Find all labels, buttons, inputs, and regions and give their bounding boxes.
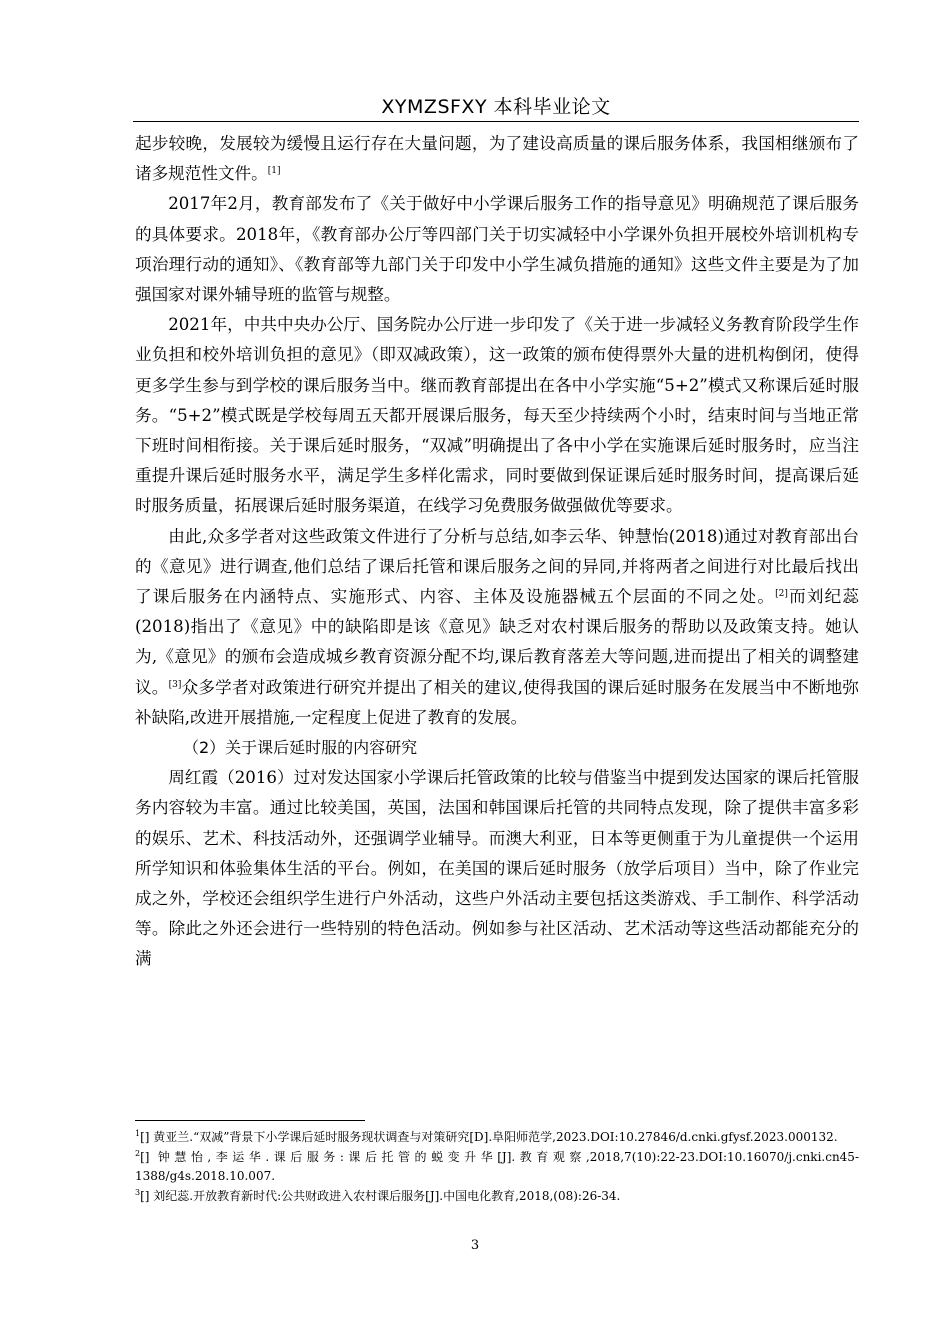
paragraph-5: 周红霞（2016）过对发达国家小学课后托管政策的比较与借鉴当中提到发达国家的课后托管服务内容较为丰富。通过比较美国，英国，法国和韩国课后托管的共同特点发现，除了提供丰富多彩的娱乐、艺术、科技活动外，还强调学业辅导。而澳大利亚，日本等更侧重于为儿童提供一个运用所学知识和体验集体生活的平台。例如，在美国的课后延时服务（放学后项目）当中，除了作业完成之外，学校还会组织学生进行户外活动，这些户外活动主要包括这类游戏、手工制作、科学活动等。除此之外还会进行一些特别的特色活动。例如参与社区活动、艺术活动等这些活动都能充分的满 — [135, 768, 859, 969]
paragraph-3: 2021年，中共中央办公厅、国务院办公厅进一步印发了《关于进一步减轻义务教育阶段学生作业负担和校外培训负担的意见》（即双减政策），这一政策的颁布使得票外大量的进机构倒闭，使得更多学生参与到学校的课后服务当中。继而教育部提出在各中小学实施“5+2”模式又称课后延时服务。“5+2”模式既是学校每周五天都开展课后服务，每天至少持续两个小时，结束时间与当地正常下班时间相衔接。关于课后延时服务，“双减”明确提出了各中小学在实施课后延时服务时，应当注重提升课后延时服务水平，满足学生多样化需求，同时要做到保证课后延时服务时间，提高课后延时服务质量，拓展课后延时服务渠道，在线学习免费服务做强做优等要求。 — [135, 315, 859, 516]
footnote-mark-3: 3 — [135, 1187, 141, 1197]
section-subheading: （2）关于课后延时服的内容研究 — [183, 738, 418, 758]
footnote-text-1: [] 黄亚兰.“双减”背景下小学课后延时服务现状调查与对策研究[D].阜阳师范学,2023.DOI:10.27846/d.cnki.gfysf.2023.000132. — [140, 1130, 838, 1144]
header-rule — [133, 121, 859, 122]
page-number: 3 — [470, 1238, 480, 1253]
paragraph-1-text: 起步较晚，发展较为缓慢且运行存在大量问题，为了建设高质量的课后服务体系，我国相继颁布了诸多规范性文件。 — [135, 134, 859, 184]
body-text — [135, 129, 859, 975]
footnote-text-3: [] 刘纪蕊.开放教育新时代:公共财政进入农村课后服务[J].中国电化教育,2018,(08):26-34. — [140, 1188, 621, 1203]
footnote-2 — [135, 1148, 859, 1187]
paragraph-4-part2: 而刘纪蕊(2018)指出了《意见》中的缺陷即是该《意见》缺乏对农村课后服务的帮助以及政策支持。她认为,《意见》的颁布会造成城乡教育资源分配不均,课后教育落差大等问题,进而提出了相关的调整建议。 — [135, 587, 859, 697]
citation-2: [2] — [775, 589, 788, 600]
paragraph-1 — [135, 129, 859, 189]
paragraph-4-part1: 由此,众多学者对这些政策文件进行了分析与总结,如李云华、钟慧怡(2018)通过对教育部出台的《意见》进行调查,他们总结了课后托管和课后服务之间的异同,并将两者之间进行对比最后找出了课后服务在内涵特点、实施形式、内容、主体及设施器械五个层面的不同之处。 — [135, 526, 859, 607]
citation-1: [1] — [267, 166, 281, 177]
running-header: XYMZSFXY 本科毕业论文 — [381, 96, 611, 118]
footnote-mark-1: 1 — [135, 1129, 141, 1138]
footnote-rule — [135, 1120, 365, 1121]
citation-3: [3] — [168, 679, 182, 690]
paragraph-4-part3: 众多学者对政策进行研究并提出了相关的建议,使得我国的课后延时服务在发展当中不断地弥补缺陷,改进开展措施,一定程度上促进了教育的发展。 — [135, 677, 859, 727]
footnote-1 — [135, 1128, 859, 1148]
paragraph-4 — [135, 522, 859, 733]
footnote-text-2: [] 钟慧怡,李运华.课后服务:课后托管的蜕变升华[J].教育观察,2018,7(10):22-23.DOI:10.16070/j.cnki.cn45-1388/g4s.2018.10.007. — [135, 1149, 859, 1183]
footnotes — [135, 1128, 859, 1206]
paragraph-2: 2017年2月，教育部发布了《关于做好中小学课后服务工作的指导意见》明确规范了课后服务的具体要求。2018年，《教育部办公厅等四部门关于切实减轻中小学课外负担开展校外培训机构专项治理行动的通知》、《教育部等九部门关于印发中小学生减负措施的通知》这些文件主要是为了加强国家对课外辅导班的监管与规整。 — [135, 194, 859, 305]
footnote-mark-2: 2 — [135, 1148, 141, 1158]
footnote-3 — [135, 1187, 859, 1207]
